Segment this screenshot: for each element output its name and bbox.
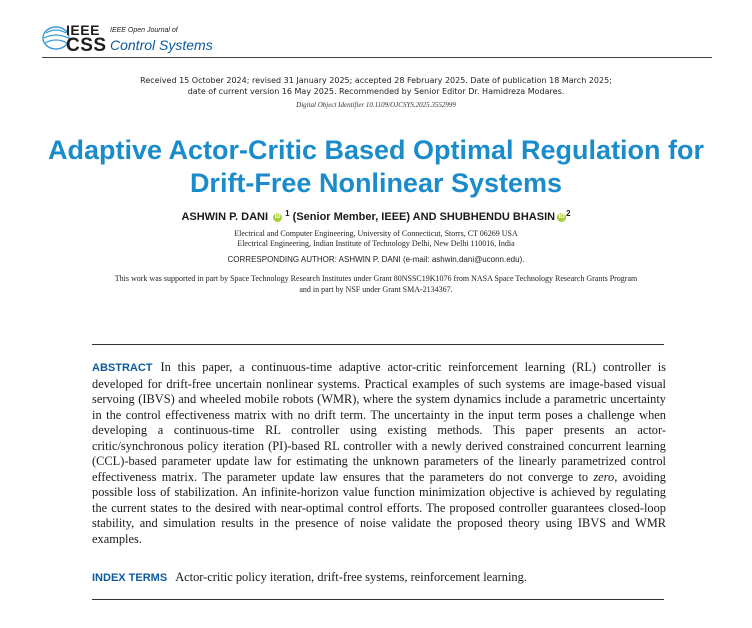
journal-name: Control Systems [110,37,213,53]
funding-line2: and in part by NSF under Grant SMA-2134367. [299,285,453,294]
abstract-bottom-rule [92,599,664,600]
index-terms [92,570,666,585]
journal-prefix: IEEE Open Journal of [110,27,178,34]
author-2-affil-marker: 2 [566,209,571,218]
orcid-icon[interactable]: iD [558,214,565,220]
logo-css-text: CSS [66,35,107,56]
abstract-top-rule [92,344,664,345]
abstract-label: ABSTRACT [92,362,153,374]
abstract-block [92,360,666,547]
doi: Digital Object Identifier 10.1109/OJCSYS.2025.3552999 [296,101,456,109]
abstract-text-part2: , avoiding possible loss of stabilization. An infinite-horizon value function minimization objective is achieved by regulating the current states to the desired with near-optimal control efforts. The proposed controller guarantees closed-loop stability, and simulation results in the presence of noise validate the proposed theory using IBVS and WMR examples. [92,469,666,546]
corresponding-author: CORRESPONDING AUTHOR: ASHWIN P. DANI (e-mail: ashwin.dani@uconn.edu). [227,255,525,264]
abstract-text-part1: In this paper, a continuous-time adaptive actor-critic reinforcement learning (RL) controller is developed for drift-free uncertain nonlinear systems. Practical examples of such systems are image-based visual servoing (IBVS) and wheeled mobile robots (WMR), where the system dynamics include a parametric uncertainty in the control effectiveness matrix with no drift term. The uncertainty in the input term poses a challenge when developing a continuous-time RL controller using existing methods. This paper presents an actor-critic/synchronous policy iteration (PI)-based RL controller with a newly derived constrained concurrent learning (CCL)-based parameter update law for estimating the unknown parameters of the linearly parametrized control effectiveness matrix. The parameter update law ensures that the parameters do not converge to [92,360,666,484]
logo-ieee-text: IEEE [66,22,100,38]
index-terms-label: INDEX TERMS [92,572,168,584]
author-1-name: ASHWIN P. DANI [181,211,269,223]
received-dates-line2: date of current version 16 May 2025. Recommended by Senior Editor Dr. Hamidreza Modares. [187,87,565,96]
received-dates-line1: Received 15 October 2024; revised 31 January 2025; accepted 28 February 2025. Date of publication 18 March 2025; [140,76,612,85]
index-terms-text: Actor-critic policy iteration, drift-free systems, reinforcement learning. [175,570,527,584]
journal-logo [42,22,272,56]
author-1-affil-marker: 1 [285,209,290,218]
header-divider [42,57,712,58]
funding-line1: This work was supported in part by Space Technology Research Institutes under Grant 80NSSC19K1076 from NASA Space Technology Research Grants Program [114,274,638,283]
author-line [0,209,752,223]
orcid-icon[interactable]: iD [274,214,281,220]
affiliation-1: Electrical and Computer Engineering, University of Connecticut, Storrs, CT 06269 USA [234,229,518,238]
author-2-name: SHUBHENDU BHASIN [439,211,556,223]
affiliation-2: Electrical Engineering, Indian Institute of Technology Delhi, New Delhi 110016, India [237,239,515,248]
author-middle-text: (Senior Member, IEEE) AND [292,211,437,223]
paper-title: Adaptive Actor-Critic Based Optimal Regulation for Drift-Free Nonlinear Systems [47,135,705,198]
abstract-emphasis: zero [593,469,615,484]
